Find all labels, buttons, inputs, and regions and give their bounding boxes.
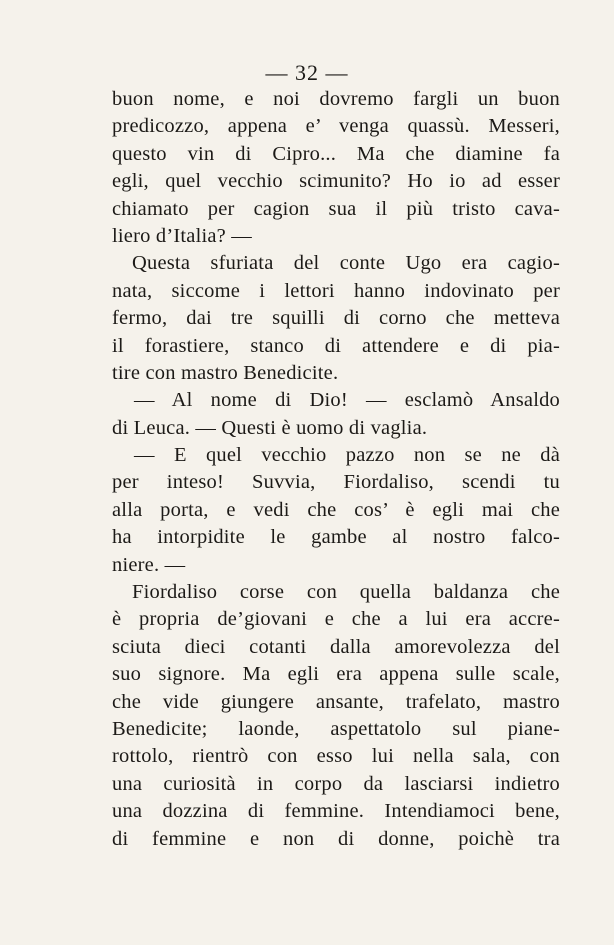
text-line: una dozzina di femmine. Intendiamoci bene, [112,800,560,823]
text-line: Questa sfuriata del conte Ugo era cagio- [132,252,560,275]
page-number: — 32 — [265,60,349,85]
text-line: sciuta dieci cotanti dalla amorevolezza del [112,635,560,658]
text-line: il forastiere, stanco di attendere e di pia- [112,334,560,357]
text-line: rottolo, rientrò con esso lui nella sala, con [112,745,560,768]
text-line: è propria de’giovani e che a lui era accre- [112,608,560,631]
text-line: fermo, dai tre squilli di corno che metteva [112,307,560,330]
text-line: liero d’Italia? — [112,224,253,247]
text-line: — Al nome di Dio! — esclamò Ansaldo [134,389,560,412]
text-line: niere. — [112,553,186,576]
text-line: egli, quel vecchio scimunito? Ho io ad esser [112,170,560,193]
text-line: nata, siccome i lettori hanno indovinato per [112,279,560,302]
text-line: — E quel vecchio pazzo non se ne dà [134,444,560,467]
body-text [112,86,560,853]
text-line: di Leuca. — Questi è uomo di vaglia. [112,416,428,439]
text-line: buon nome, e noi dovremo fargli un buon [112,88,560,110]
text-line: Fiordaliso corse con quella baldanza che [132,581,560,604]
text-line: predicozzo, appena e’ venga quassù. Messeri, [112,115,560,138]
text-line: questo vin di Cipro... Ma che diamine fa [112,142,560,165]
text-line: tire con mastro Benedicite. [112,361,339,384]
text-line: per inteso! Suvvia, Fiordaliso, scendi tu [112,471,560,494]
text-line: alla porta, e vedi che cos’ è egli mai che [112,498,560,521]
text-line: ha intorpidite le gambe al nostro falco- [112,526,560,549]
text-line: che vide giungere ansante, trafelato, mastro [112,690,560,713]
text-line: di femmine e non di donne, poichè tra [112,827,560,850]
text-line: suo signore. Ma egli era appena sulle scale, [112,663,560,686]
text-line: Benedicite; laonde, aspettatolo sul piane- [112,717,560,740]
text-line: una curiosità in corpo da lasciarsi indietro [112,772,560,795]
text-line: chiamato per cagion sua il più tristo cava- [112,197,560,220]
